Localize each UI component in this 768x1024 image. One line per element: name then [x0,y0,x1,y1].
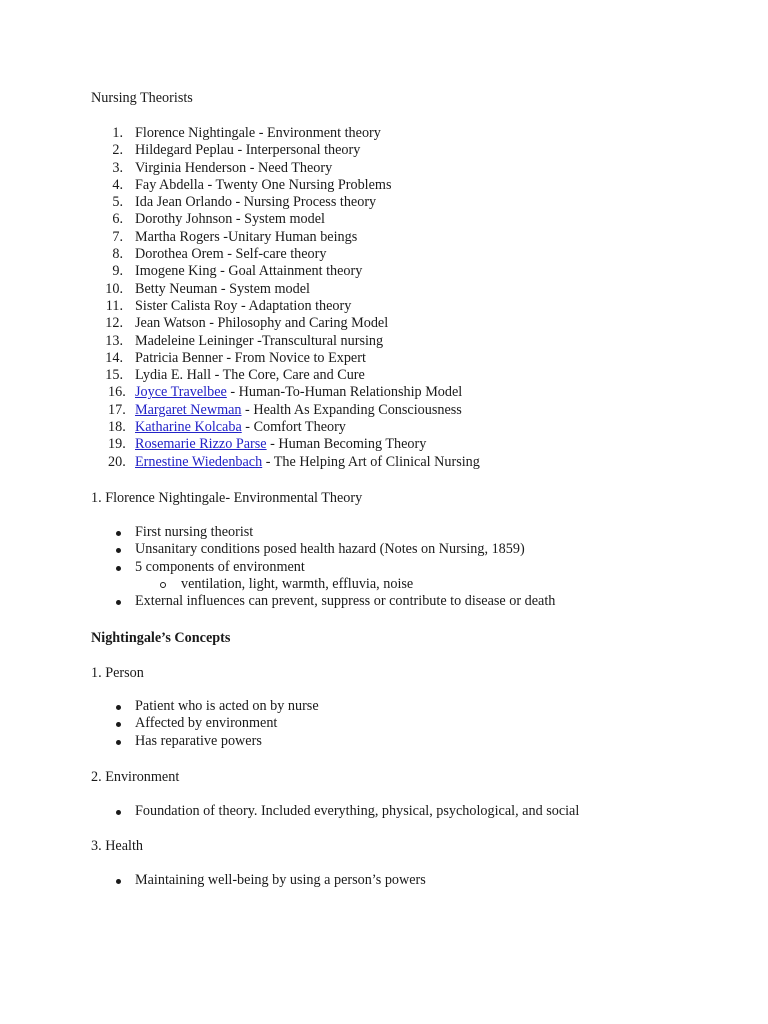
item-number: 1. [112,125,123,141]
bullet-icon [116,531,121,536]
theory-name: - Need Theory [246,159,333,176]
item-text [135,177,391,194]
theorist-name: Virginia Henderson [135,159,247,176]
item-number: 8. [112,246,123,263]
item-text [135,142,360,159]
theorist-link[interactable]: Ernestine Wiedenbach [135,453,263,470]
theorist-name: Hildegard Peplau [135,142,234,159]
theory-name: - Goal Attainment theory [216,263,363,280]
item-text [135,454,480,471]
item-number: 17. [108,401,126,418]
theorist-name: Madeleine Leininger [135,332,254,349]
concept-person-heading: 1. Person [91,665,144,681]
concept-environment-heading: 2. Environment [91,769,180,785]
item-number: 11. [105,297,123,314]
theorist-name: Ida Jean Orlando [135,194,232,211]
item-number: 16. [108,384,126,401]
item-text [135,419,346,436]
theorist-name: Lydia E. Hall [135,367,212,384]
theory-name: - Comfort Theory [241,419,346,436]
theory-name: - The Helping Art of Clinical Nursing [262,453,480,470]
item-text [135,402,462,419]
bullet-icon [116,600,121,605]
document-title: Nursing Theorists [91,90,193,106]
bullet-icon [116,879,121,884]
theorist-name: Imogene King [135,263,217,280]
item-text [135,125,381,142]
theory-name: - System model [232,211,325,228]
item-text [135,263,362,280]
item-number: 5. [112,194,123,211]
bullet-icon [116,566,121,571]
theory-name: - Nursing Process theory [231,194,377,211]
item-text [135,350,366,367]
hollow-bullet-icon [160,582,166,588]
item-number: 4. [112,176,123,193]
item-text [135,436,426,453]
item-text [135,367,365,384]
theory-name: - Adaptation theory [237,297,352,314]
theorist-name: Patricia Benner [135,349,223,366]
theorist-link[interactable]: Margaret Newman [135,401,242,418]
item-number: 7. [112,228,123,245]
item-text [135,315,388,332]
theorist-link[interactable]: Katharine Kolcaba [135,419,242,436]
theory-name: -Transcultural nursing [253,332,384,349]
item-number: 15. [105,367,123,384]
bullet-icon [116,810,121,815]
theory-name: - Twenty One Nursing Problems [203,176,392,193]
theory-name: - Interpersonal theory [233,142,361,159]
theory-name: -Unitary Human beings [219,228,358,245]
theorist-link[interactable]: Joyce Travelbee [135,384,227,401]
item-text [135,211,325,228]
item-text [135,246,326,263]
item-text [135,229,357,246]
concepts-heading: Nightingale’s Concepts [91,630,231,646]
item-text [135,384,462,401]
item-number: 19. [108,436,126,453]
item-text [135,281,310,298]
theory-name: - The Core, Care and Cure [211,367,365,384]
theory-name: - Environment theory [255,125,381,141]
item-number: 6. [112,211,123,228]
theory-name: - Human-To-Human Relationship Model [226,384,463,401]
bullet-icon [116,722,121,727]
theory-name: - Human Becoming Theory [266,436,427,453]
theorist-name: Dorothy Johnson [135,211,233,228]
item-text [135,333,383,350]
item-number: 9. [112,263,123,280]
theorist-name: Jean Watson [135,315,206,332]
theorist-link[interactable]: Rosemarie Rizzo Parse [135,436,267,453]
item-number: 13. [105,332,123,349]
theorist-name: Sister Calista Roy [135,297,238,314]
item-number: 18. [108,419,126,436]
theorist-name: Martha Rogers [135,228,220,245]
item-number: 10. [105,280,123,297]
item-number: 3. [112,159,123,176]
bullet-icon [116,548,121,553]
theorist-name: Fay Abdella [135,176,204,193]
theory-name: - Self-care theory [223,246,327,263]
theory-name: - From Novice to Expert [222,349,366,366]
bullet-icon [116,705,121,710]
item-text [135,298,351,315]
item-text [135,160,332,177]
item-text [135,194,376,211]
concept-health-heading: 3. Health [91,838,144,854]
bullet-icon [116,740,121,745]
section-heading-nightingale: 1. Florence Nightingale- Environmental Theory [91,490,363,506]
theorist-name: Betty Neuman [135,280,218,297]
item-number: 2. [112,142,123,159]
item-number: 12. [105,315,123,332]
theory-name: - Health As Expanding Consciousness [241,401,462,418]
theorist-name: Dorothea Orem [135,246,224,263]
theory-name: - System model [217,280,310,297]
theory-name: - Philosophy and Caring Model [205,315,389,332]
theorist-name: Florence Nightingale [135,125,256,141]
item-number: 20. [108,453,126,470]
item-number: 14. [105,349,123,366]
